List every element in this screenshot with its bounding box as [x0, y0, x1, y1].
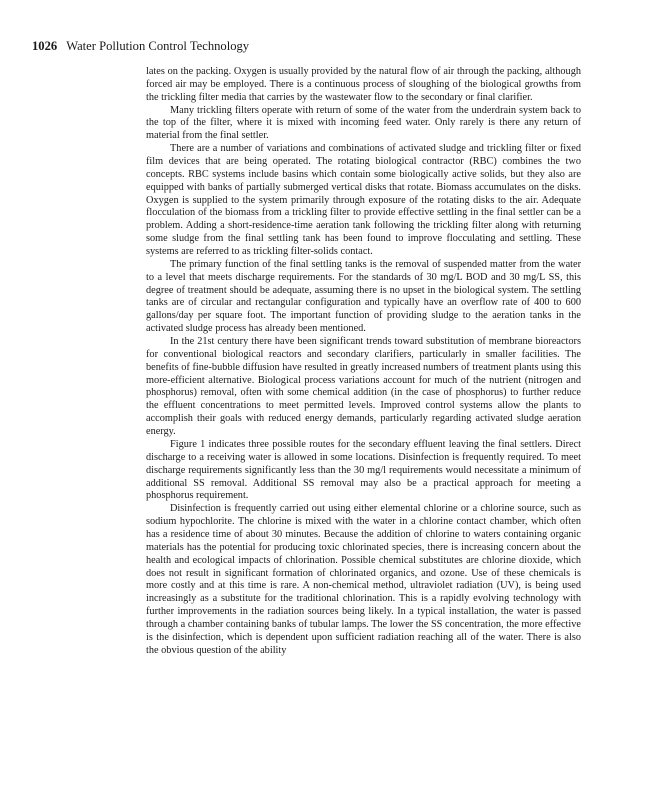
page-number: 1026	[32, 39, 58, 53]
body-text	[146, 66, 581, 658]
running-title: Water Pollution Control Technology	[66, 39, 250, 53]
paragraph-trickling-filter-sloughing: lates on the packing. Oxygen is usually provided by the natural flow of air through the packing, although forced air may be employed. There is a continuous process of sloughing of the biological growths from the trickling filter media that carries by the wastewater flow to the secondary or final clarifier.	[146, 66, 581, 103]
paragraph-figure-1-routes: Figure 1 indicates three possible routes for the secondary effluent leaving the final settlers. Direct discharge to a receiving water is allowed in some locations. Disinfection is frequently required. To meet discharge requirements significantly less than the 30 mg/l requirements would necessitate a minimum of additional SS removal. Additional SS removal may also be a practical approach for meeting a phosphorus requirement.	[146, 438, 581, 502]
paragraph-final-settling-tanks: The primary function of the final settling tanks is the removal of suspended matter from the water to a level that meets discharge requirements. For the standards of 30 mg/L BOD and 30 mg/L SS, this degree of treatment should be adequate, assuming there is no upset in the biological system. The settling tanks are of circular and rectangular configuration and typically have an overflow rate of 400 to 600 gallons/day per square foot. The important function of providing sludge to the aeration tanks in the activated sludge process has already been mentioned.	[146, 258, 581, 335]
paragraph-rbc-systems: There are a number of variations and combinations of activated sludge and trickling filter or fixed film devices that are being operated. The rotating biological contractor (RBC) combines the two concepts. RBC systems include basins which contain some biologically active solids, but they also are equipped with banks of partially submerged vertical disks that rotate. Biomass accumulates on the disks. Oxygen is supplied to the system primarily through exposure of the rotating disks to the air. Adequate flocculation of the biomass from a trickling filter to provide effective settling in the final settler can be a problem. Adding a short-residence-time aeration tank following the trickling filter along with returning some sludge from the final settling tank has been found to improve flocculating and settling. These systems are referred to as trickling filter-solids contact.	[146, 143, 581, 258]
running-header	[32, 38, 249, 54]
paragraph-underdrain-return: Many trickling filters operate with return of some of the water from the underdrain system back to the top of the filter, where it is mixed with incoming feed water. Only rarely is there any return of material from the final settler.	[146, 104, 581, 142]
paragraph-disinfection: Disinfection is frequently carried out using either elemental chlorine or a chlorine source, such as sodium hypochlorite. The chlorine is mixed with the water in a chlorine contact chamber, which often has a residence time of about 30 minutes. Because the addition of chlorine to waters containing organic materials has the potential for producing toxic chlorinated species, there is increasing concern about the health and ecological impacts of chlorination. Possible chemical substitutes are chlorine dioxide, which does not result in significant formation of chlorinated organics, and ozone. Use of these chemicals is more costly and at this time is rare. A non-chemical method, ultraviolet radiation (UV), is being used increasingly as a substitute for the traditional chlorination. This is a rapidly evolving technology with further improvements in the radiation sources being likely. In a typical installation, the water is passed through a chamber containing banks of tubular lamps. The lower the SS concentration, the more effective is the disinfection, which is dependent upon sufficient radiation reaching all of the water. There is also the obvious question of the ability	[146, 503, 581, 656]
paragraph-21st-century-trends: In the 21st century there have been significant trends toward substitution of membrane bioreactors for conventional biological reactors and secondary clarifiers, particularly in smaller facilities. The benefits of fine-bubble diffusion have resulted in greatly increased numbers of treatment plants using this more-efficient alternative. Biological process variations account for much of the nutrient (nitrogen and phosphorus) removal, often with some chemical addition (in the case of phosphorus) to further reduce the effluent concentrations to meet permitted levels. Improved control systems allow the plants to accomplish their goals with reduced energy demands, particularly regarding activated sludge aeration energy.	[146, 336, 581, 438]
